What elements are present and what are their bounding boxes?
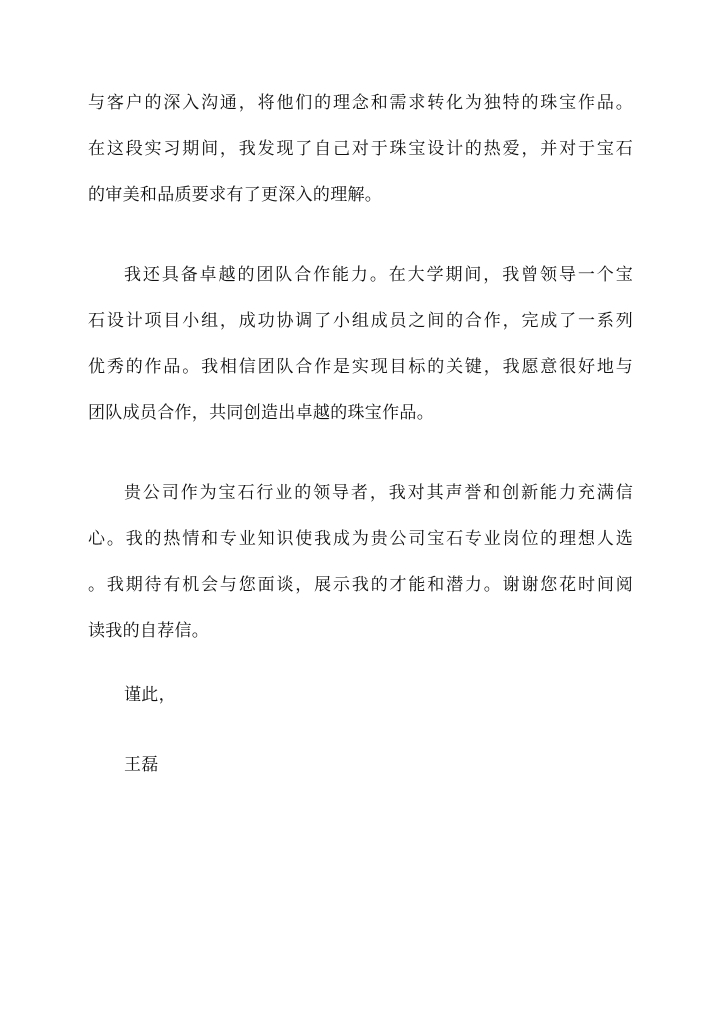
paragraph-spacer bbox=[88, 436, 633, 470]
text-line: 优秀的作品。我相信团队合作是实现目标的关键，我愿意很好地与 bbox=[88, 357, 633, 377]
paragraph-company bbox=[88, 470, 633, 654]
paragraph-spacer bbox=[88, 218, 633, 252]
closing-salutation: 谨此， bbox=[124, 685, 176, 705]
text-line: 我还具备卓越的团队合作能力。在大学期间，我曾领导一个宝 bbox=[124, 265, 633, 285]
signature: 王磊 bbox=[124, 755, 159, 775]
text-line: 团队成员合作，共同创造出卓越的珠宝作品。 bbox=[88, 403, 434, 423]
text-line: 读我的自荐信。 bbox=[88, 621, 210, 641]
text-line: 。我期待有机会与您面谈，展示我的才能和潜力。谢谢您花时间阅 bbox=[88, 575, 633, 595]
paragraph-spacer bbox=[88, 654, 633, 664]
text-line: 石设计项目小组，成功协调了小组成员之间的合作，完成了一系列 bbox=[88, 311, 633, 331]
paragraph-internship bbox=[88, 80, 633, 218]
text-line: 的审美和品质要求有了更深入的理解。 bbox=[88, 185, 383, 205]
text-line: 贵公司作为宝石行业的领导者，我对其声誉和创新能力充满信 bbox=[124, 483, 633, 503]
paragraph-spacer bbox=[88, 718, 633, 734]
letter-page bbox=[88, 80, 633, 788]
text-line: 与客户的深入沟通，将他们的理念和需求转化为独特的珠宝作品。 bbox=[88, 93, 633, 113]
paragraph-teamwork bbox=[88, 252, 633, 436]
text-line: 心。我的热情和专业知识使我成为贵公司宝石专业岗位的理想人选 bbox=[88, 529, 633, 549]
text-line: 在这段实习期间，我发现了自己对于珠宝设计的热爱，并对于宝石 bbox=[88, 139, 633, 159]
